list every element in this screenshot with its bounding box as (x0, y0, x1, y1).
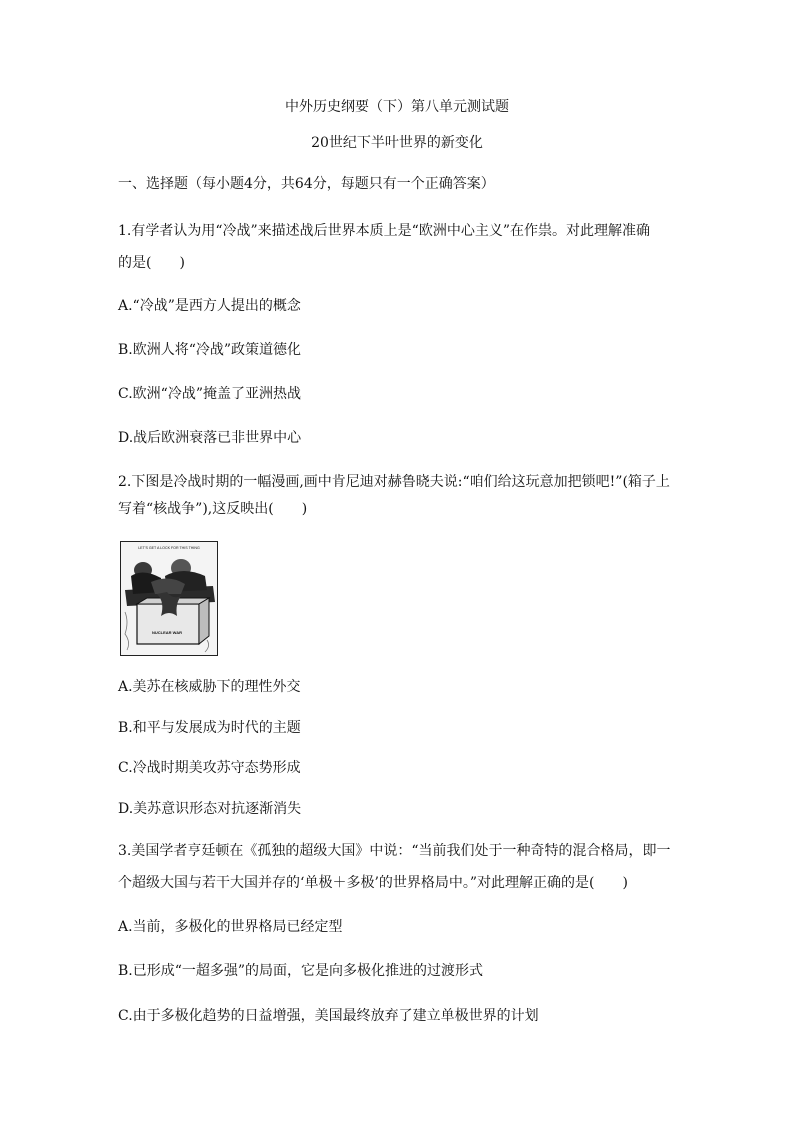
question-3-option-b: B.已形成“一超多强”的局面，它是向多极化推进的过渡形式 (118, 963, 484, 979)
question-1-option-c: C.欧洲“冷战”掩盖了亚洲热战 (118, 386, 301, 402)
question-3-stem-line-2: 个超级大国与若干大国并存的‘单极＋多极’的世界格局中。”对此理解正确的是( ) (118, 875, 628, 891)
document-subtitle: 20世纪下半叶世界的新变化 (311, 135, 483, 151)
question-1-option-a: A.“冷战”是西方人提出的概念 (118, 298, 301, 314)
question-2-option-d: D.美苏意识形态对抗逐渐消失 (118, 801, 302, 817)
question-3-stem-line-1: 3.美国学者亨廷顿在《孤独的超级大国》中说：“当前我们处于一种奇特的混合格局，即一 (118, 843, 671, 859)
question-2-option-a: A.美苏在核威胁下的理性外交 (118, 679, 301, 695)
cartoon-caption: LET'S GET A LOCK FOR THIS THING (138, 546, 200, 550)
section-heading: 一、选择题（每小题4分，共64分，每题只有一个正确答案） (118, 176, 495, 192)
question-1-stem-line-1: 1.有学者认为用“冷战”来描述战后世界本质上是“欧洲中心主义”在作祟。对此理解准确 (118, 223, 650, 239)
question-2-stem-line-2: 写着“核战争”),这反映出( ) (118, 501, 308, 517)
cold-war-cartoon-image (120, 541, 218, 656)
question-3-option-a: A.当前，多极化的世界格局已经定型 (118, 919, 343, 935)
question-2-stem-line-1: 2.下图是冷战时期的一幅漫画,画中肯尼迪对赫鲁晓夫说:“咱们给这玩意加把锁吧!”(箱子上 (118, 474, 670, 490)
cartoon-box-label: NUCLEAR WAR (152, 630, 182, 635)
question-1-stem-line-2: 的是( ) (118, 255, 185, 271)
question-3-option-c: C.由于多极化趋势的日益增强，美国最终放弃了建立单极世界的计划 (118, 1008, 539, 1024)
question-2-option-c: C.冷战时期美攻苏守态势形成 (118, 760, 301, 776)
question-1-option-d: D.战后欧洲衰落已非世界中心 (118, 430, 302, 446)
question-1-option-b: B.欧洲人将“冷战”政策道德化 (118, 342, 302, 358)
document-title: 中外历史纲要（下）第八单元测试题 (285, 99, 509, 115)
question-2-option-b: B.和平与发展成为时代的主题 (118, 720, 301, 736)
